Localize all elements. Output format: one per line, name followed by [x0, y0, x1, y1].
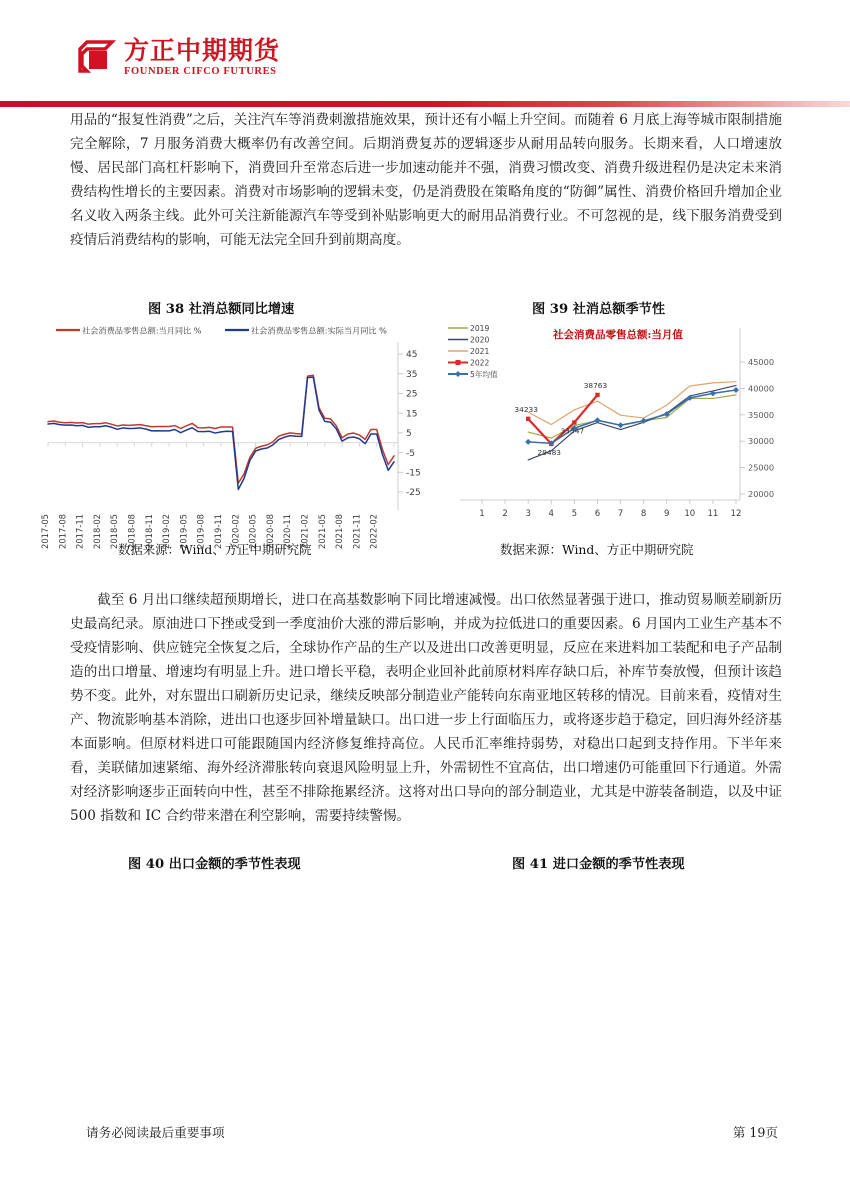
svg-text:2020-05: 2020-05	[247, 514, 258, 549]
source-caption-left: 数据来源：Wind、方正中期研究院	[118, 542, 312, 557]
svg-text:15: 15	[406, 409, 418, 420]
figure-41-caption: 图 41 进口金额的季节性表现	[512, 857, 685, 872]
paragraph-trade: 截至 6 月出口继续超预期增长，进口在高基数影响下同比增速减慢。出口依然显著强于进口，推动贸易顺差刷新历史最高纪录。原油进口下挫或受到一季度油价大涨的滞后影响，并成为拉低进口的重要因素。6 月国内工业生产基本不受疫情影响、供应链完全恢复之后，全球协作产品的生产以及进出口改善更明显，反应在来进料加工装配和电子产品制造的出口增量、增速均有明显上升。进口增长平稳，表明企业回补此前原材料库存缺口后，补库节奏放慢，但预计该趋势不变。此外，对东盟出口刷新历史记录，继续反映部分制造业产能转向东南亚地区转移的情况。目前来看，疫情对生产、物流影响基本消除，进出口也逐步回补增量缺口。出口进一步上行面临压力，或将逐步趋于稳定，回归海外经济基本面影响。但原材料进口可能跟随国内经济修复维持高位。人民币汇率维持弱势，对稳出口起到支持作用。下半年来看，美联储加速紧缩、海外经济滞胀转向衰退风险明显上升，外需韧性不宜高估，出口增速仍可能重回下行通道。外需对经济影响逐步正面转向中性，甚至不排除拖累经济。这将对出口导向的部分制造业，尤其是中游装备制造，以及中证 500 指数和 IC 合约带来潜在利空影响，需要持续警惕。	[70, 592, 782, 824]
svg-text:25: 25	[406, 389, 418, 400]
svg-text:5: 5	[571, 509, 578, 519]
header-divider	[0, 92, 850, 98]
svg-text:2021: 2021	[470, 347, 490, 356]
figure-39-annotation-title: 社会消费品零售总额:当月值	[553, 329, 683, 341]
svg-text:2022: 2022	[470, 358, 490, 368]
svg-text:45: 45	[406, 350, 418, 361]
svg-text:6: 6	[594, 509, 601, 519]
svg-text:33547: 33547	[560, 426, 585, 436]
svg-text:2018-08: 2018-08	[126, 514, 137, 549]
paragraph-consumption: 用品的“报复性消费”之后，关注汽车等消费刺激措施效果，预计还有小幅上升空间。而随着 6 月底上海等城市限制措施完全解除，7 月服务消费大概率仍有改善空间。后期消费复苏的逻辑逐步从耐用品转向服务。长期来看，人口增速放慢、居民部门高杠杆影响下，消费回升至常态后进一步加速动能并不强，消费习惯改变、消费升级进程仍是决定未来消费结构性增长的主要因素。消费对市场影响的逻辑未变，仍是消费股在策略角度的“防御”属性、消费价格回升增加企业名义收入两条主线。此外可关注新能源汽车等受到补贴影响更大的耐用品消费行业。不可忽视的是，线下服务消费受到疫情后消费结构的影响，可能无法完全回升到前期高度。	[70, 112, 782, 248]
svg-text:2019: 2019	[470, 324, 490, 333]
svg-text:-5: -5	[406, 448, 415, 459]
figure-39-x-axis	[460, 500, 741, 519]
svg-text:2021-08: 2021-08	[334, 514, 345, 549]
svg-text:1: 1	[479, 509, 485, 519]
svg-text:8: 8	[640, 509, 647, 519]
svg-text:11: 11	[707, 509, 719, 519]
svg-text:45000: 45000	[748, 357, 775, 367]
svg-text:34233: 34233	[514, 404, 538, 414]
chart-figure-38-xaxis	[40, 452, 442, 549]
svg-text:35000: 35000	[748, 409, 775, 420]
svg-text:2017-08: 2017-08	[57, 514, 68, 549]
svg-text:2020: 2020	[470, 335, 490, 345]
svg-text:2018-05: 2018-05	[109, 514, 120, 549]
svg-text:-25: -25	[406, 488, 421, 499]
figure-38-legend	[56, 326, 387, 336]
svg-text:5年均值: 5年均值	[470, 370, 498, 379]
svg-text:社会消费品零售总额:当月同比 %: 社会消费品零售总额:当月同比 %	[82, 325, 202, 336]
svg-text:25000: 25000	[748, 462, 775, 473]
svg-text:9: 9	[663, 509, 670, 519]
svg-text:2020-11: 2020-11	[282, 514, 293, 549]
svg-text:2018-02: 2018-02	[91, 514, 102, 549]
svg-text:2019-11: 2019-11	[213, 514, 223, 549]
founder-cifco-logo-icon	[78, 40, 114, 76]
svg-text:20000: 20000	[748, 489, 775, 499]
source-caption-right: 数据来源：Wind、方正中期研究院	[500, 542, 694, 557]
svg-text:10: 10	[684, 509, 696, 519]
svg-text:4: 4	[548, 509, 555, 519]
footer-page-number: 第 19页	[732, 1125, 778, 1140]
svg-text:2021-11: 2021-11	[351, 514, 362, 549]
brand-name-cn: 方正中期期货	[124, 36, 281, 65]
company-logo	[78, 38, 280, 78]
svg-text:30000: 30000	[748, 436, 775, 447]
svg-text:2020-02: 2020-02	[230, 514, 241, 549]
svg-text:3: 3	[525, 509, 531, 519]
figure-39-series-2021	[528, 382, 736, 425]
figure-39-caption: 图 39 社消总额季节性	[532, 302, 666, 317]
svg-text:社会消费品零售总额:实际当月同比 %: 社会消费品零售总额:实际当月同比 %	[251, 325, 387, 336]
figure-39-legend	[448, 324, 498, 379]
svg-text:2022-02: 2022-02	[368, 514, 379, 549]
svg-text:2: 2	[502, 509, 508, 519]
svg-text:2021-05: 2021-05	[316, 514, 327, 549]
svg-text:29483: 29483	[537, 447, 562, 457]
brand-name-en: FOUNDER CIFCO FUTURES	[124, 66, 277, 77]
svg-text:2021-02: 2021-02	[299, 514, 310, 549]
figure-40-caption: 图 40 出口金额的季节性表现	[128, 857, 301, 872]
svg-text:35: 35	[406, 369, 418, 380]
svg-text:2017-11: 2017-11	[74, 514, 85, 549]
svg-text:38763: 38763	[583, 380, 608, 390]
footer-disclaimer: 请务必阅读最后重要事项	[86, 1125, 225, 1140]
figure-38-baseline	[48, 443, 398, 447]
svg-text:2017-05: 2017-05	[40, 514, 50, 549]
svg-text:2019-08: 2019-08	[195, 514, 206, 549]
svg-text:12: 12	[730, 509, 742, 519]
svg-text:2020-08: 2020-08	[264, 514, 275, 549]
svg-text:40000: 40000	[748, 383, 775, 394]
svg-text:5: 5	[406, 429, 412, 440]
svg-text:-15: -15	[406, 468, 421, 479]
svg-text:2019-02: 2019-02	[161, 514, 172, 549]
svg-text:2018-11: 2018-11	[143, 514, 154, 549]
chart-figure-39	[446, 316, 796, 531]
figure-39-y-axis	[740, 328, 774, 500]
svg-text:7: 7	[617, 509, 624, 519]
svg-text:2019-05: 2019-05	[178, 514, 189, 549]
figure-38-caption: 图 38 社消总额同比增速	[148, 302, 295, 317]
